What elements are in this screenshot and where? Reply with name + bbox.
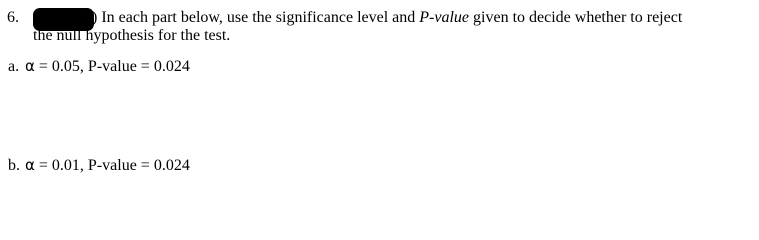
redacted-label-paren: ): [92, 9, 98, 26]
part-b: [8, 158, 190, 174]
question-text-start: In each part below, use the significance level and: [101, 9, 420, 26]
question-number: 6.: [7, 9, 19, 26]
part-a: [8, 59, 190, 75]
p-value-term: P-value: [419, 9, 470, 26]
part-b-letter: b.: [8, 157, 20, 174]
part-b-text: = 0.01, P-value = 0.024: [34, 157, 190, 174]
part-a-letter: a.: [8, 58, 20, 75]
alpha-symbol: α: [25, 57, 35, 75]
question-text-end: given to decide whether to reject: [469, 9, 683, 26]
alpha-symbol: α: [25, 156, 35, 174]
part-a-text: = 0.05, P-value = 0.024: [34, 58, 190, 75]
question-text-line-2: the null hypothesis for the test.: [33, 27, 231, 44]
question-text-line-1: [92, 10, 682, 26]
